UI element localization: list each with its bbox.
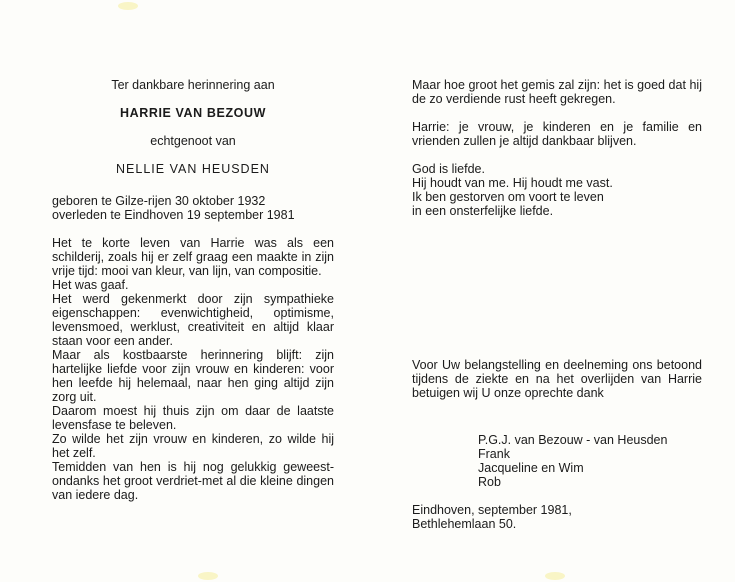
bio-paragraph: Maar als kostbaarste herinnering blijft: zijn hartelijke liefde voor zijn vrouw en kinderen: voor hen leefde hij helemaal, naar hen ging altijd zijn zorg uit.	[52, 348, 334, 404]
life-dates	[52, 194, 334, 222]
dedication-line: Ter dankbare herinnering aan	[111, 78, 275, 92]
spouse-name: NELLIE VAN HEUSDEN	[116, 162, 270, 176]
signature-line: Rob	[478, 475, 501, 489]
right-column	[412, 78, 702, 218]
biography	[52, 236, 334, 502]
bio-paragraph: Zo wilde het zijn vrouw en kinderen, zo wilde hij het zelf.	[52, 432, 334, 460]
edge-mark-bottom-left	[198, 572, 218, 580]
bio-paragraph: Het te korte leven van Harrie was als een schilderij, zoals hij er zelf graag een maakte in zijn vrije tijd: mooi van kleur, van lijn, van compositie.	[52, 236, 334, 278]
place-and-date	[412, 503, 572, 531]
left-column	[52, 78, 334, 502]
bio-paragraph: Temidden van hen is hij nog gelukkig geweest-ondanks het groot verdriet-met al die kleine dingen van iedere dag.	[52, 460, 334, 502]
bio-paragraph: Het was gaaf.	[52, 278, 129, 292]
spouse-label: echtgenoot van	[150, 134, 236, 148]
loss-paragraph: Maar hoe groot het gemis zal zijn: het is goed dat hij de zo verdiende rust heeft gekregen.	[412, 78, 702, 106]
death-line: overleden te Eindhoven 19 september 1981	[52, 208, 295, 222]
poem-line: Hij houdt van me. Hij houdt me vast.	[412, 176, 613, 190]
poem-line: Ik ben gestorven om voort te leven	[412, 190, 604, 204]
place-date-line: Eindhoven, september 1981,	[412, 503, 572, 517]
deceased-name: HARRIE VAN BEZOUW	[119, 106, 267, 120]
signature-line: Jacqueline en Wim	[478, 461, 584, 475]
birth-line: geboren te Gilze-rijen 30 oktober 1932	[52, 194, 266, 208]
edge-mark-bottom-right	[545, 572, 565, 580]
family-paragraph: Harrie: je vrouw, je kinderen en je familie en vrienden zullen je altijd dankbaar blijven.	[412, 120, 702, 148]
poem-line: in een onsterfelijke liefde.	[412, 204, 554, 218]
poem	[412, 162, 702, 218]
thanks-paragraph: Voor Uw belangstelling en deelneming ons betoond tijdens de ziekte en na het overlijden van Harrie betuigen wij U onze oprechte dank	[412, 358, 702, 400]
signature-line: P.G.J. van Bezouw - van Heusden	[478, 433, 668, 447]
bio-paragraph: Daarom moest hij thuis zijn om daar de laatste levensfase te beleven.	[52, 404, 334, 432]
address-line: Bethlehemlaan 50.	[412, 517, 517, 531]
signature-line: Frank	[478, 447, 510, 461]
signatures	[478, 433, 667, 489]
bio-paragraph: Het werd gekenmerkt door zijn sympathieke eigenschappen: evenwichtigheid, optimisme, levensmoed, werklust, creativiteit en altijd klaar staan voor een ander.	[52, 292, 334, 348]
edge-mark-top	[118, 2, 138, 10]
poem-line: God is liefde.	[412, 162, 485, 176]
